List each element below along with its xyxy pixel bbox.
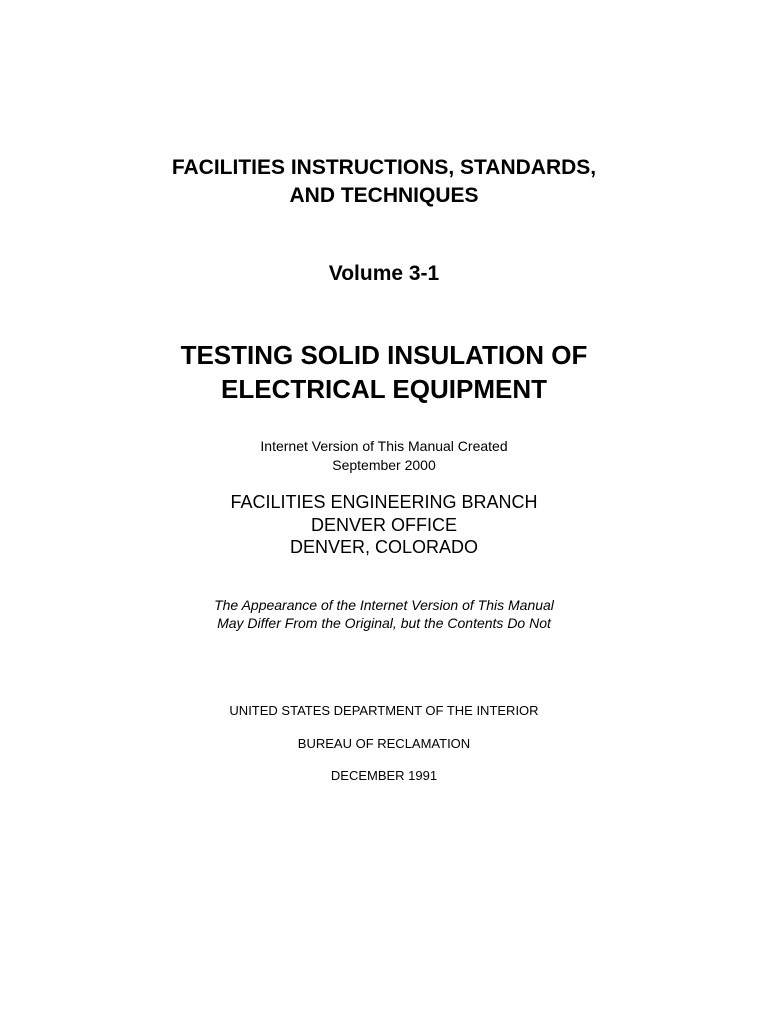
office-line-2: DENVER OFFICE	[310, 515, 457, 535]
publication-date: DECEMBER 1991	[330, 768, 438, 783]
series-title-line-1: FACILITIES INSTRUCTIONS, STANDARDS,	[171, 156, 597, 179]
disclaimer-line-2: May Differ From the Original, but the Contents Do Not	[217, 615, 551, 631]
internet-version-note-line-1: Internet Version of This Manual Created	[260, 438, 508, 454]
volume-number: Volume 3-1	[328, 262, 440, 285]
document-title-line-1: TESTING SOLID INSULATION OF	[180, 340, 588, 370]
bureau-name: BUREAU OF RECLAMATION	[297, 736, 471, 751]
internet-version-note-line-2: September 2000	[332, 457, 436, 473]
disclaimer-line-1: The Appearance of the Internet Version of This Manual	[214, 597, 554, 613]
document-title-line-2: ELECTRICAL EQUIPMENT	[221, 374, 547, 404]
department-name: UNITED STATES DEPARTMENT OF THE INTERIOR	[229, 703, 539, 718]
office-line-3: DENVER, COLORADO	[289, 537, 479, 557]
series-title-line-2: AND TECHNIQUES	[289, 184, 479, 207]
office-line-1: FACILITIES ENGINEERING BRANCH	[230, 492, 538, 512]
